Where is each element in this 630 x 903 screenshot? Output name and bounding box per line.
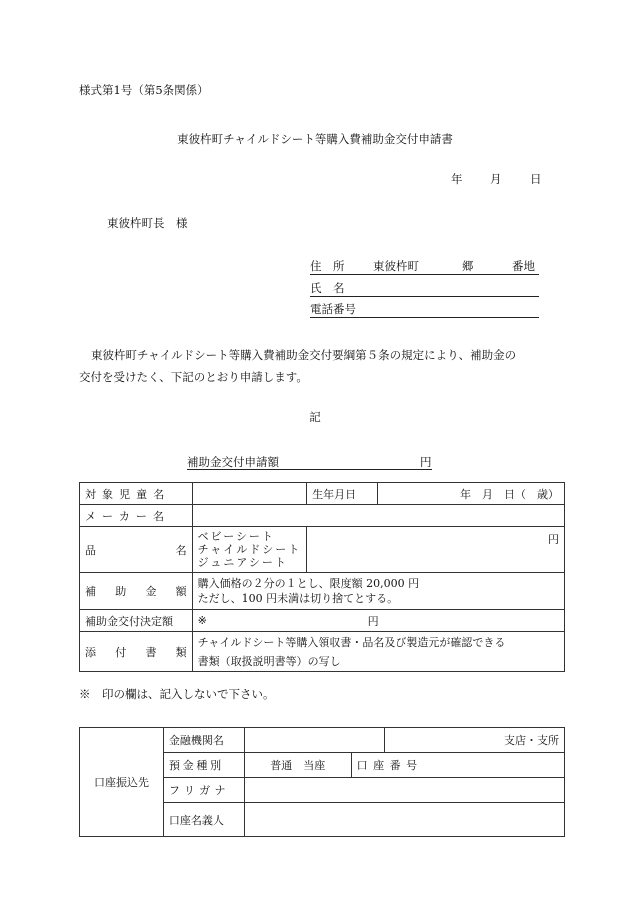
name-label: 氏 名 [310, 281, 345, 295]
deposit-label-cell: 預金種別 [163, 753, 244, 778]
attach-text-1: チャイルドシート等購入領収書・品名及び製造元が確認できる [197, 635, 506, 649]
date-day: 日 [530, 172, 542, 186]
maker-label-cell: メーカー名 [80, 505, 193, 527]
account-cell [351, 753, 564, 778]
furigana-value-cell [244, 778, 564, 803]
decision-unit: 円 [367, 615, 379, 628]
table-row [80, 728, 565, 753]
document-title: 東彼杵町チャイルドシート等購入費補助金交付申請書 [177, 132, 453, 146]
attach-text-2: 書類（取扱説明書等）の写し [197, 654, 341, 668]
attach-text-cell [192, 632, 564, 672]
date-year: 年 [451, 172, 463, 186]
institution-value-cell [244, 728, 384, 753]
decision-mark: ※ [197, 614, 207, 627]
subsidy-text-cell [192, 573, 564, 610]
address-go: 郷 [462, 259, 474, 273]
holder-value-cell [244, 803, 564, 837]
note-text: ※ 印の欄は、記入しないで下さい。 [79, 687, 275, 701]
address-banchi: 番地 [512, 259, 535, 273]
form-number: 様式第1号（第5条関係） [79, 83, 209, 97]
table-row [80, 573, 565, 610]
address-label: 住 所 [310, 259, 345, 273]
name-line [310, 280, 539, 297]
attach-label-cell: 添 付 書 類 [80, 632, 193, 672]
subsidy-text-2: ただし、100 円未満は切り捨てとする。 [197, 592, 399, 605]
body-text-line-2: 交付を受けたく、下記のとおり申請します。 [79, 370, 308, 384]
amount-unit: 円 [420, 455, 432, 469]
furigana-label-cell: フリガナ [163, 778, 244, 803]
phone-line [310, 301, 539, 318]
institution-label-cell: 金融機関名 [163, 728, 244, 753]
date-month: 月 [490, 172, 502, 186]
child-name-cell [192, 483, 307, 505]
holder-label-cell: 口座名義人 [163, 803, 244, 837]
birth-value-cell: 年 月 日（ 歳） [378, 483, 565, 505]
table-row [80, 632, 565, 672]
amount-label: 補助金交付申請額 [187, 455, 279, 469]
bank-table [79, 727, 565, 837]
birth-label-cell: 生年月日 [307, 483, 378, 505]
decision-value-cell [192, 610, 564, 632]
address-line [310, 258, 539, 275]
product-option-baby: ベビーシート [197, 530, 275, 543]
account-label: 口座番号 [356, 759, 423, 772]
product-option-junior: ジュニアシート [197, 556, 288, 569]
maker-value-cell [192, 505, 564, 527]
deposit-options-cell: 普通 当座 [244, 753, 351, 778]
table-row [80, 483, 565, 505]
ki-heading: 記 [309, 410, 321, 424]
child-label-cell: 対象児童名 [80, 483, 193, 505]
phone-label: 電話番号 [310, 302, 356, 316]
body-text-line-1: 東彼杵町チャイルドシート等購入費補助金交付要綱第５条の規定により、補助金の [91, 348, 517, 362]
application-table [79, 482, 565, 672]
branch-cell: 支店・支所 [384, 728, 565, 753]
product-options-cell [192, 527, 307, 573]
product-price-cell: 円 [307, 527, 565, 573]
subsidy-label-cell: 補 助 金 額 [80, 573, 193, 610]
addressee: 東彼杵町長 様 [107, 216, 188, 230]
address-value: 東彼杵町 [373, 259, 419, 273]
amount-line [187, 454, 432, 470]
table-row [80, 505, 565, 527]
product-option-child: チャイルドシート [197, 543, 302, 556]
product-label-cell: 品 名 [80, 527, 193, 573]
table-row [80, 527, 565, 573]
bank-section-label: 口座振込先 [80, 728, 164, 837]
table-row [80, 610, 565, 632]
decision-label-cell: 補助金交付決定額 [80, 610, 193, 632]
subsidy-text-1: 購入価格の２分の１とし、限度額 20,000 円 [197, 577, 420, 590]
